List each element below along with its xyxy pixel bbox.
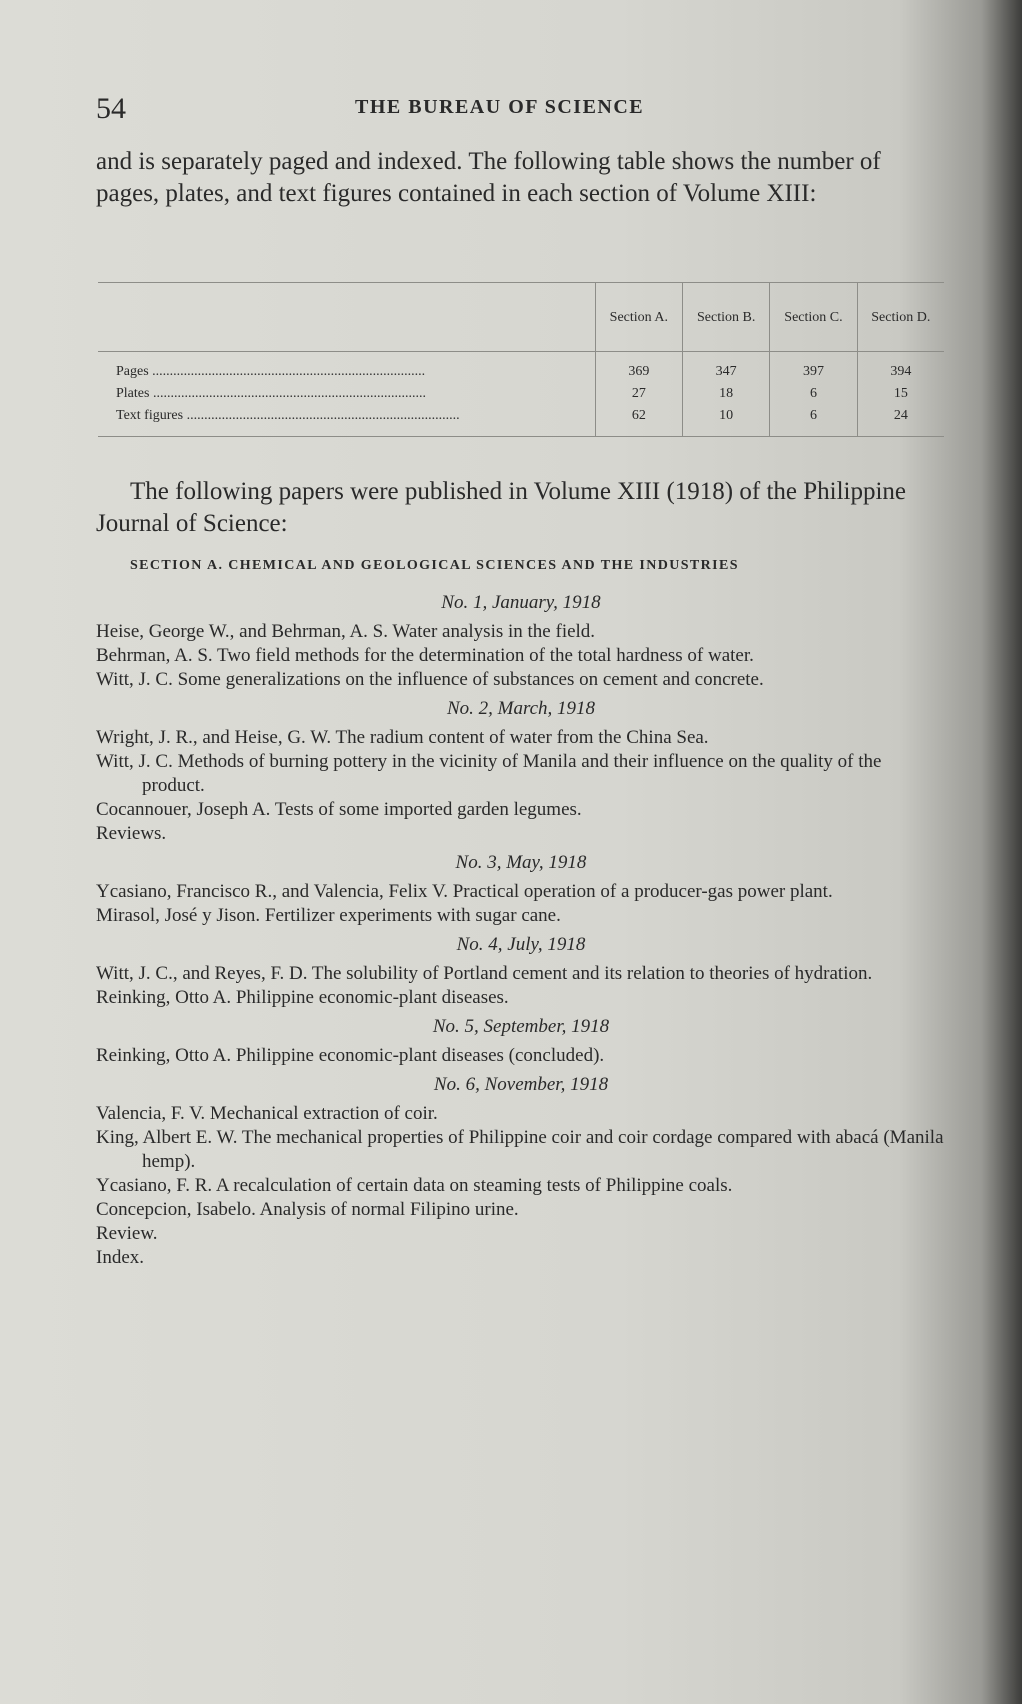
table-cell: 369 [595,352,682,384]
paper-entry: Heise, George W., and Behrman, A. S. Water analysis in the field. [96,621,596,642]
table-row [98,405,944,437]
table-cell: 15 [857,383,944,405]
table-row [98,383,944,405]
issue-heading: No. 2, March, 1918 [446,698,596,719]
table-cell: 394 [857,352,944,384]
header-section-a: Section A. [595,283,682,352]
table-cell: 6 [770,383,857,405]
paper-entry: Index. [96,1247,145,1268]
table-cell: 27 [595,383,682,405]
paper-entry: Wright, J. R., and Heise, G. W. The radium content of water from the China Sea. [96,727,709,748]
paper-entry: Cocannouer, Joseph A. Tests of some imported garden legumes. [96,799,582,820]
paper-entry: Reinking, Otto A. Philippine economic-plant diseases. [96,987,509,1008]
row-label: Pages .............................................................................. [116,364,426,379]
issue-heading: No. 1, January, 1918 [441,592,601,613]
table-cell: 10 [683,405,770,437]
intro-paragraph: and is separately paged and indexed. The following table shows the number of pages, plates, and text figures contained in each section of Volume XIII: [96,148,881,207]
paper-entry: Ycasiano, Francisco R., and Valencia, Felix V. Practical operation of a producer-gas power plant. [96,881,833,902]
issue-heading: No. 6, November, 1918 [433,1074,609,1095]
paper-entry: Concepcion, Isabelo. Analysis of normal Filipino urine. [96,1199,519,1220]
header-section-d: Section D. [857,283,944,352]
lead-paragraph: The following papers were published in Volume XIII (1918) of the Philippine Journal of Science: [96,478,907,537]
table-corner-cell [98,283,595,352]
table-row [98,352,944,384]
row-label: Plates .............................................................................. [116,386,426,401]
section-heading: SECTION A. CHEMICAL AND GEOLOGICAL SCIENCES AND THE INDUSTRIES [130,558,739,573]
table-header-row [98,283,944,352]
volume-summary-table [98,282,944,437]
header-section-c: Section C. [770,283,857,352]
issue-heading: No. 4, July, 1918 [456,934,586,955]
table-cell: 18 [683,383,770,405]
paper-entry: Mirasol, José y Jison. Fertilizer experiments with sugar cane. [96,905,561,926]
paper-entry: King, Albert E. W. The mechanical properties of Philippine coir and coir cordage compared with abacá (Manila hemp). [96,1127,944,1172]
paper-entry: Valencia, F. V. Mechanical extraction of coir. [96,1103,438,1124]
header-section-b: Section B. [683,283,770,352]
table-cell: 62 [595,405,682,437]
page-number: 54 [96,92,126,125]
issue-heading: No. 5, September, 1918 [432,1016,610,1037]
paper-entry: Witt, J. C. Some generalizations on the influence of substances on cement and concrete. [96,669,764,690]
paper-entry: Ycasiano, F. R. A recalculation of certain data on steaming tests of Philippine coals. [96,1175,733,1196]
paper-entry: Reviews. [96,823,167,844]
paper-entry: Reinking, Otto A. Philippine economic-plant diseases (concluded). [96,1045,605,1066]
table-cell: 347 [683,352,770,384]
paper-entry: Witt, J. C., and Reyes, F. D. The solubility of Portland cement and its relation to theories of hydration. [96,963,873,984]
table-cell: 6 [770,405,857,437]
table-cell: 397 [770,352,857,384]
table-cell: 24 [857,405,944,437]
issue-heading: No. 3, May, 1918 [455,852,587,873]
paper-entry: Review. [96,1223,158,1244]
paper-list [96,586,946,1270]
paper-entry: Behrman, A. S. Two field methods for the determination of the total hardness of water. [96,645,754,666]
row-label: Text figures .............................................................................. [116,408,460,423]
running-head: THE BUREAU OF SCIENCE [355,96,645,118]
paper-entry: Witt, J. C. Methods of burning pottery in the vicinity of Manila and their influence on the quality of the product. [96,751,882,796]
